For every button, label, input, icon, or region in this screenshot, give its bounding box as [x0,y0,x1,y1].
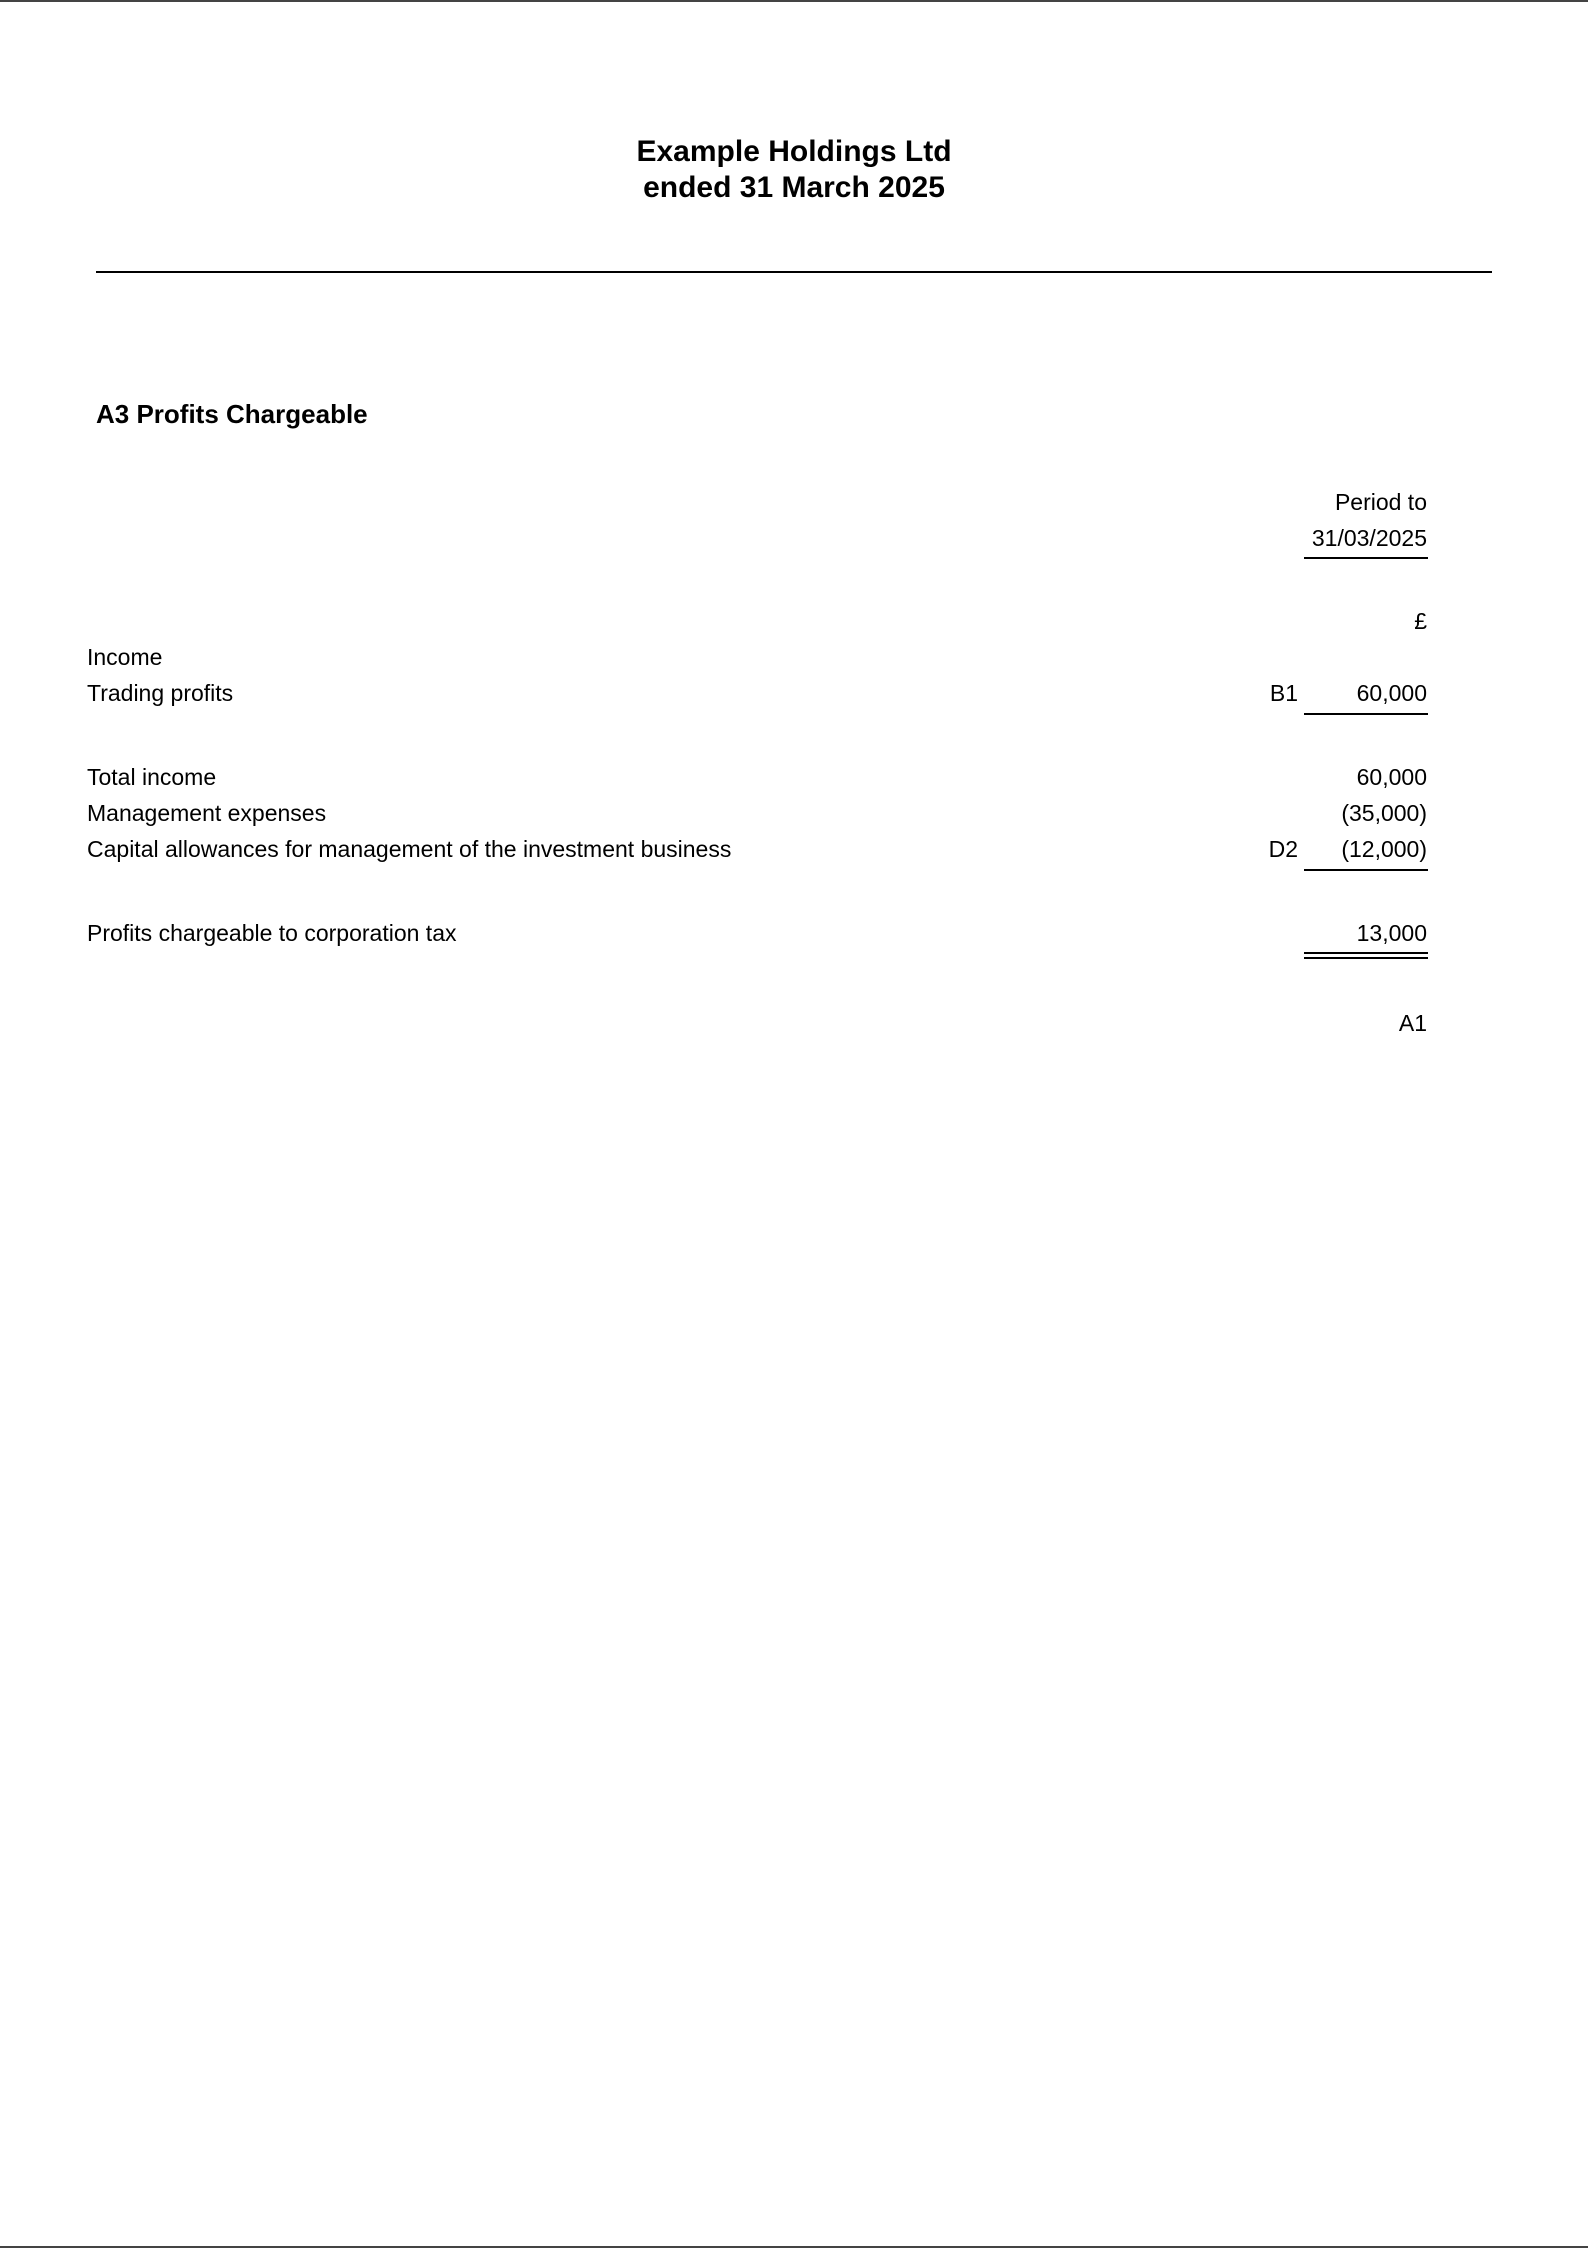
profits-chargeable-value: 13,000 [1356,920,1427,946]
capital-allowances-value: (12,000) [1341,836,1427,862]
document-header [0,134,1588,206]
management-expenses-value: (35,000) [1341,800,1427,826]
capital-allowances-underline [1304,869,1428,871]
income-heading: Income [87,644,163,670]
capital-allowances-ref: D2 [1268,836,1298,862]
footer-reference: A1 [1398,1010,1427,1036]
trading-profits-underline [1304,713,1428,715]
capital-allowances-label: Capital allowances for management of the investment business [87,836,732,862]
column-heading-underline [1304,557,1428,559]
period-ended: ended 31 March 2025 [643,171,945,204]
column-heading-line1: Period to [1334,489,1427,515]
company-name: Example Holdings Ltd [636,135,952,168]
currency-symbol: £ [1414,608,1427,634]
trading-profits-value: 60,000 [1356,680,1427,706]
total-income-label: Total income [87,764,217,790]
trading-profits-ref: B1 [1269,680,1298,706]
total-income-value: 60,000 [1356,764,1427,790]
header-divider [96,271,1492,273]
profits-chargeable-label: Profits chargeable to corporation tax [87,920,457,946]
trading-profits-label: Trading profits [87,680,234,706]
profits-chargeable-double-underline [1304,952,1428,959]
section-title: A3 Profits Chargeable [96,399,368,429]
management-expenses-label: Management expenses [87,800,327,826]
column-heading-line2: 31/03/2025 [1311,525,1427,551]
